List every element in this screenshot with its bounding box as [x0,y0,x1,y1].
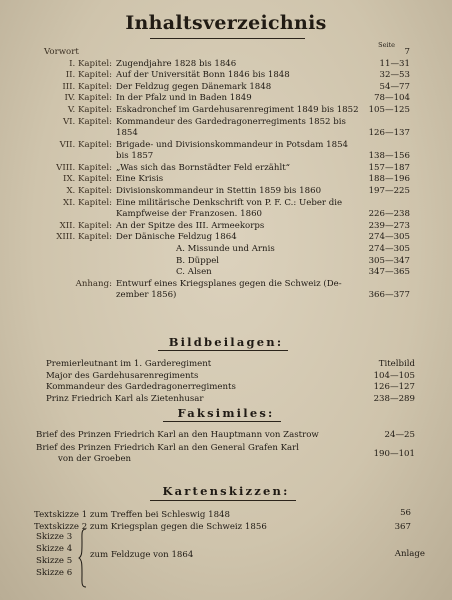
skizze-label: Skizze 3 [36,532,73,542]
kartenskizze-page: 56 [400,508,411,518]
toc-chapter-label: Anhang: [75,278,112,289]
bildbeilagen-heading: Bildbeilagen: [168,335,284,349]
toc-entry-title: Der Feldzug gegen Dänemark 1848 [116,81,272,92]
toc-page-range: 226—238 [368,209,410,220]
toc-entry-title: Entwurf eines Kriegsplanes gegen die Schweiz (De- [116,278,342,289]
toc-entry-title-cont: zember 1856) [116,290,177,301]
toc-chapter-label: VIII. Kapitel: [56,162,112,173]
faksimiles-heading: Faksimiles: [177,406,275,420]
toc-chapter-label: XI. Kapitel: [63,197,112,208]
toc-page-range: 105—125 [368,105,410,115]
toc-entry-title: Brigade- und Divisionskommandeur in Potsdam 1854 [116,139,349,150]
toc-page-range: 305—347 [368,255,410,266]
toc-chapter-label: Vorwort [44,47,79,57]
faksimile-page: 190—101 [373,449,415,460]
kartenskizzen-heading: Kartenskizzen: [162,484,290,498]
page-title: Inhaltsverzeichnis [125,12,327,34]
bildbeilage-page: Titelbild [378,359,415,369]
toc-entry-title: Der Dänische Feldzug 1864 [116,232,237,243]
bildbeilage-entry: Kommandeur des Gardedragonerregiments [46,382,236,393]
faksimile-entry: Brief des Prinzen Friedrich Karl an den General Grafen Karl [36,442,299,453]
toc-chapter-label: II. Kapitel: [65,70,112,81]
toc-page-range: 11—31 [379,58,410,69]
bildbeilagen-rule [158,350,288,351]
toc-chapter-label: X. Kapitel: [66,186,112,196]
skizzen-text: zum Feldzuge von 1864 [90,550,194,560]
kartenskizzen-rule [150,500,296,501]
curly-brace-icon [78,528,88,588]
toc-page-range: 197—225 [368,186,410,196]
toc-chapter-label: VII. Kapitel: [59,139,112,150]
toc-entry-title-cont: Kampfweise der Franzosen. 1860 [116,209,263,220]
toc-entry-title: „Was sich das Bornstädter Feld erzählt“ [116,162,291,173]
toc-page-range: 157—187 [368,162,410,173]
bildbeilage-entry: Prinz Friedrich Karl als Zietenhusar [46,393,204,404]
toc-entry-title: Auf der Universität Bonn 1846 bis 1848 [116,70,290,81]
toc-page-range: 32—53 [379,70,410,81]
toc-chapter-label: XII. Kapitel: [59,220,112,231]
kartenskizze-entry: Textskizze 2 zum Kriegsplan gegen die Schweiz 1856 [34,522,267,532]
skizzen-page: Anlage [394,549,425,559]
toc-entry-title: Kommandeur des Gardedragonerregiments 1852 bis [116,116,346,127]
bildbeilage-entry: Premierleutnant im 1. Garderegiment [46,359,212,369]
toc-page-range: 7 [404,47,410,57]
toc-page-range: 138—156 [368,151,410,162]
toc-page-range: 274—305 [368,243,410,254]
page-column-header: Seite [378,41,395,49]
toc-chapter-label: V. Kapitel: [67,105,112,115]
toc-page-range: 239—273 [368,220,410,231]
toc-chapter-label: I. Kapitel: [69,58,112,69]
toc-chapter-label: IX. Kapitel: [63,174,112,185]
bildbeilage-page: 126—127 [373,382,415,393]
toc-page-range: 274—305 [368,232,410,243]
toc-page-range: 54—77 [379,81,410,92]
toc-entry-title: B. Düppel [176,255,220,266]
skizze-label: Skizze 5 [36,556,73,566]
bildbeilage-entry: Major des Gardehusarenregiments [46,370,199,381]
toc-chapter-label: III. Kapitel: [62,81,112,92]
toc-entry-title: In der Pfalz und in Baden 1849 [116,93,252,104]
toc-page-range: 347—365 [368,267,410,278]
faksimile-entry-cont: von der Groeben [58,454,132,465]
toc-entry-title: Eine militärische Denkschrift von P. F. C.: Ueber die [116,197,343,208]
title-rule [150,38,305,39]
kartenskizze-page: 367 [394,522,411,532]
toc-page-range: 78—104 [374,93,410,104]
bildbeilage-page: 104—105 [373,370,415,381]
toc-entry-title: C. Alsen [176,267,212,278]
toc-chapter-label: VI. Kapitel: [62,116,112,127]
toc-entry-title: Divisionskommandeur in Stettin 1859 bis 1860 [116,186,322,196]
toc-page-range: 188—196 [368,174,410,185]
kartenskizze-entry: Textskizze 1 zum Treffen bei Schleswig 1848 [34,510,230,520]
toc-entry-title: Eskadronchef im Gardehusarenregiment 1849 bis 1852 [116,105,359,115]
toc-entry-title: Eine Krisis [116,174,164,185]
faksimile-entry: Brief des Prinzen Friedrich Karl an den Hauptmann von Zastrow [36,430,319,440]
faksimiles-rule [163,421,281,422]
toc-page-range: 126—137 [368,128,410,139]
toc-entry-title: An der Spitze des III. Armeekorps [116,220,265,231]
bildbeilage-page: 238—289 [373,393,415,404]
toc-entry-title: Zugendjahre 1828 bis 1846 [116,58,237,69]
toc-entry-title-cont: 1854 [116,128,138,139]
skizze-label: Skizze 6 [36,568,73,578]
faksimile-page: 24—25 [384,430,415,440]
toc-entry-title: A. Missunde und Arnis [176,243,275,254]
toc-chapter-label: IV. Kapitel: [64,93,112,104]
toc-chapter-label: XIII. Kapitel: [56,232,112,243]
toc-page-range: 366—377 [368,290,410,301]
skizze-label: Skizze 4 [36,544,73,554]
toc-entry-title-cont: bis 1857 [116,151,154,162]
